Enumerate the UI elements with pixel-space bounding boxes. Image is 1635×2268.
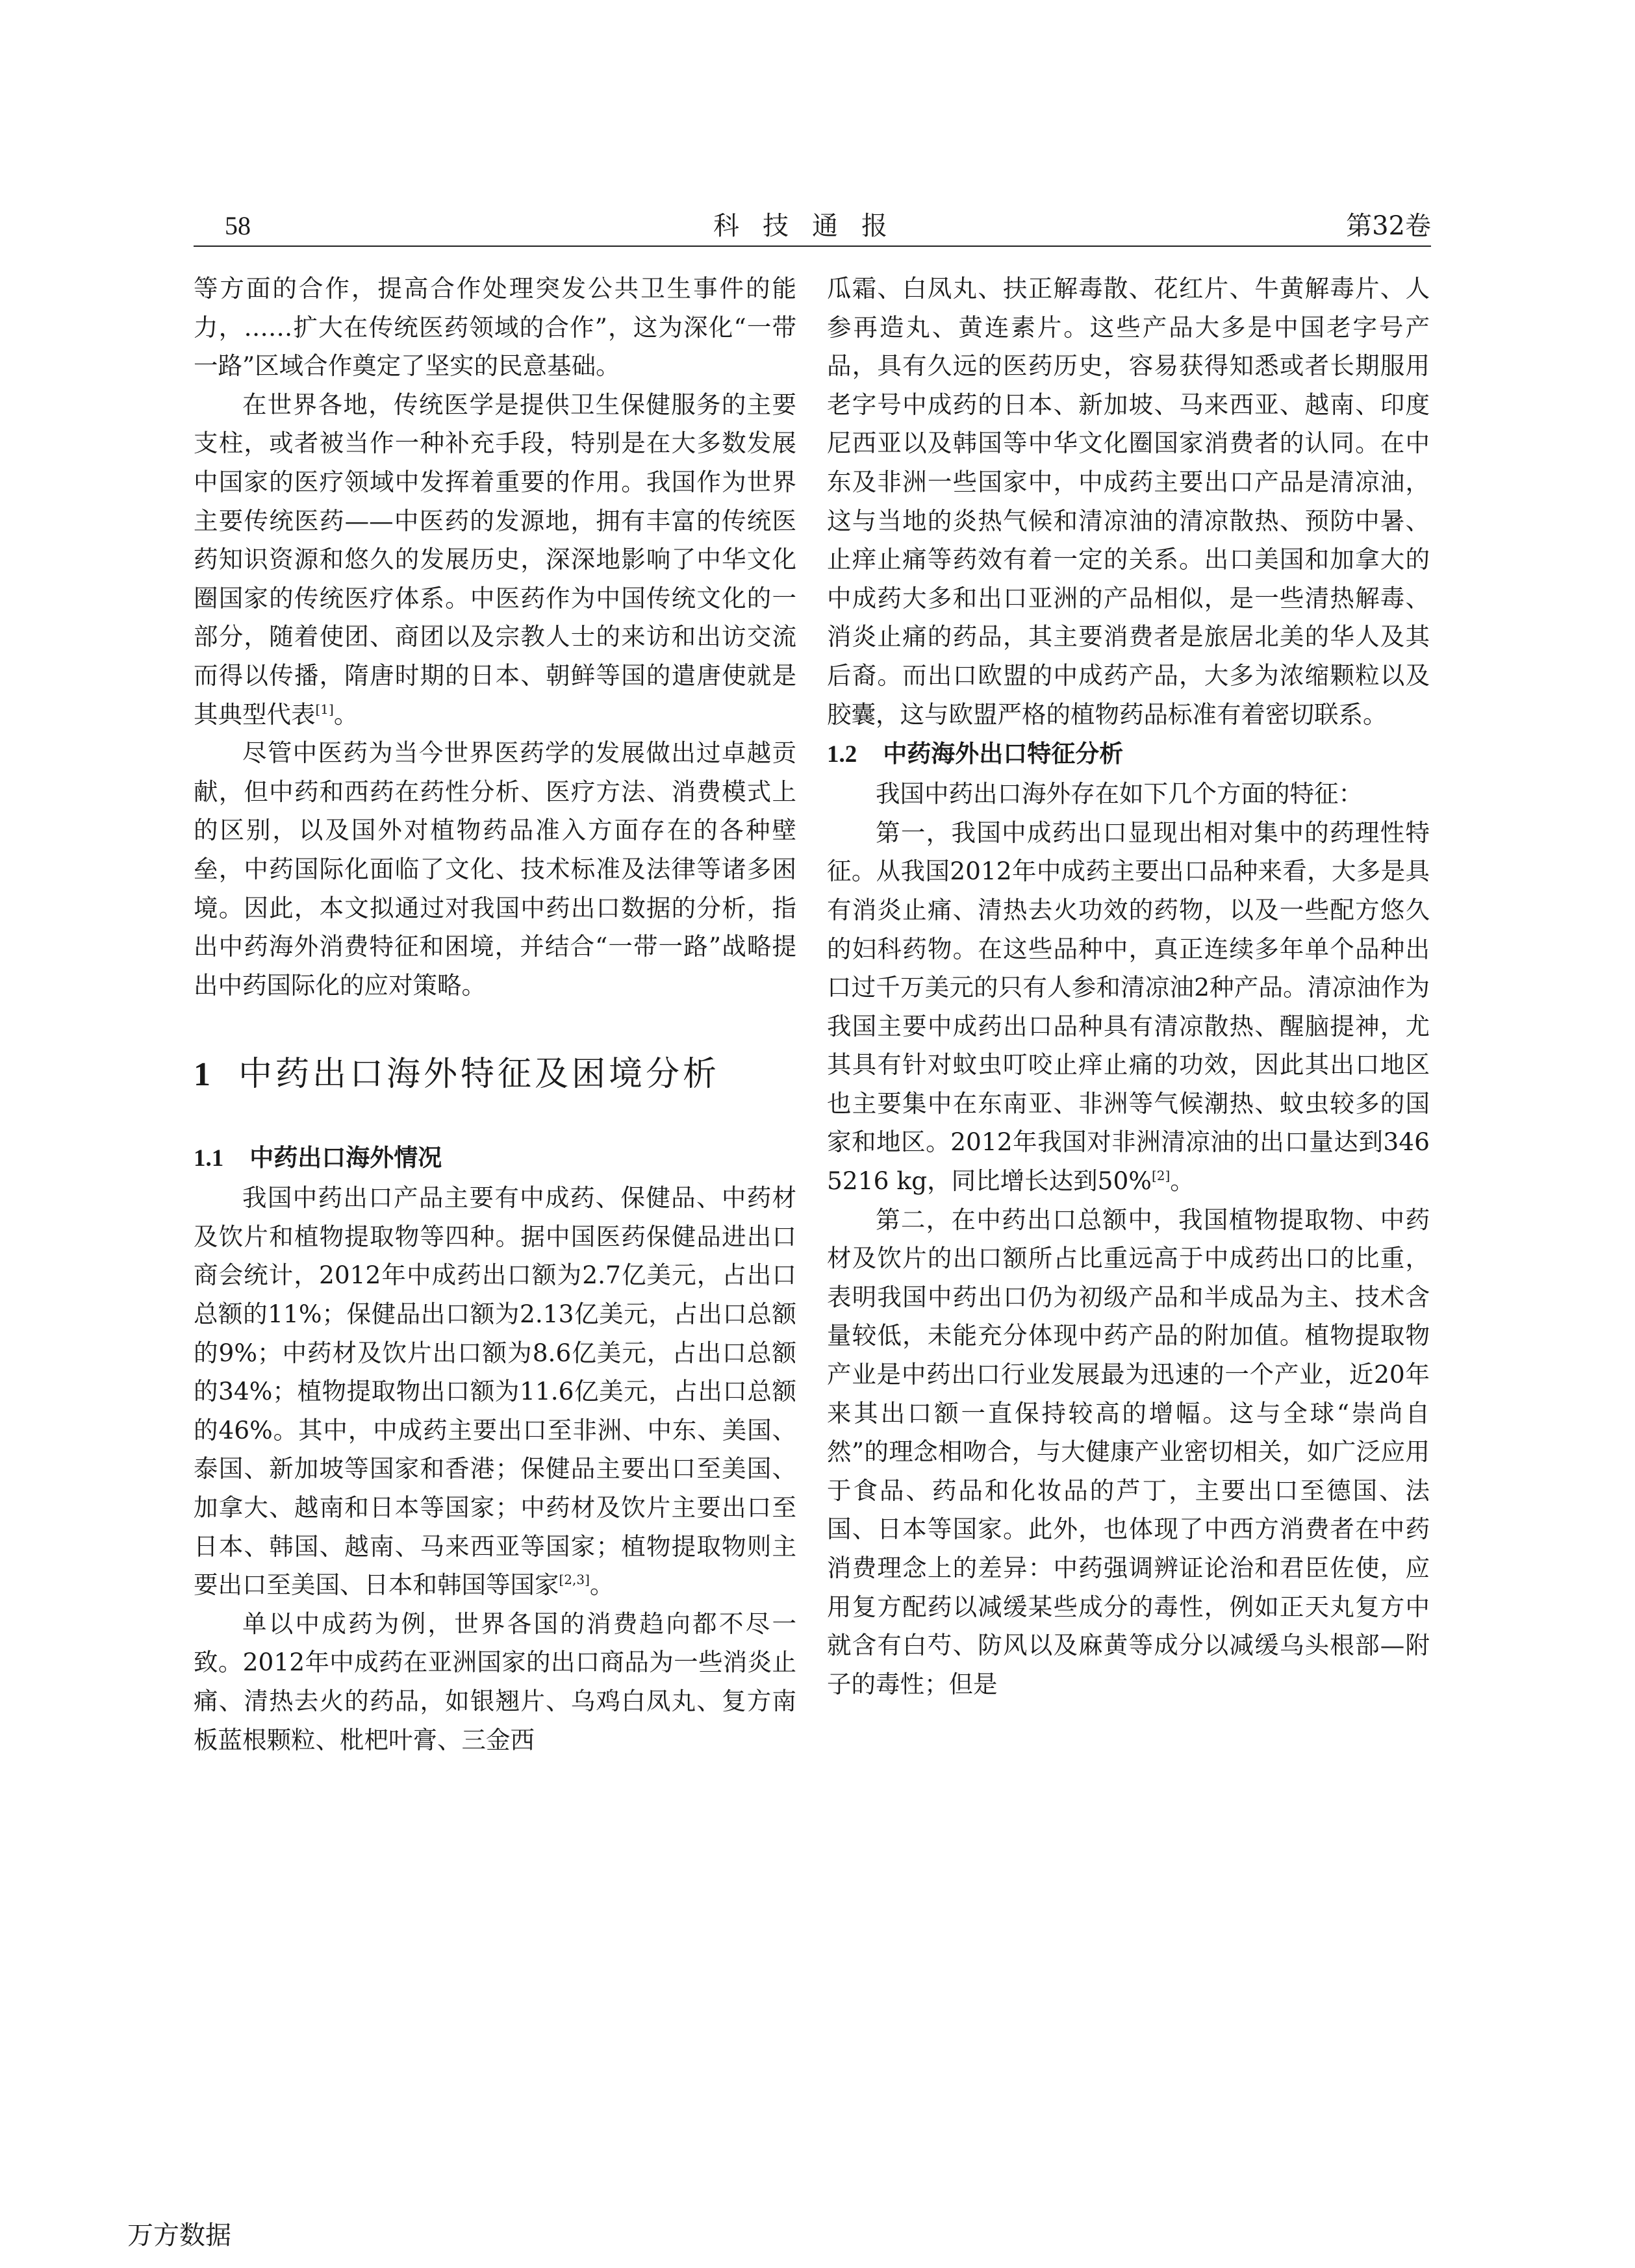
page-number: 58 (225, 211, 251, 240)
citation-ref[interactable]: [2] (1151, 1168, 1171, 1184)
subsection-title: 中药出口海外情况 (249, 1144, 442, 1172)
paragraph: 等方面的合作，提高合作处理突发公共卫生事件的能力，……扩大在传统医药领域的合作”，这为深化“一带一路”区域合作奠定了坚实的民意基础。 (194, 274, 796, 381)
subsection-title: 中药海外出口特征分析 (883, 740, 1124, 768)
paragraph-text: 我国中药出口产品主要有中成药、保健品、中药材及饮片和植物提取物等四种。据中国医药保健品进出口商会统计，2012年中成药出口额为2.7亿美元，占出口总额的11%；保健品出口额为2.13亿美元，占出口总额的9%；中药材及饮片出口额为8.6亿美元，占出口总额的34%；植物提取物出口额为11.6亿美元，占出口总额的46%。其中，中成药主要出口至非洲、中东、美国、泰国、新加坡等国家和香港；保健品主要出口至美国、加拿大、越南和日本等国家；中药材及饮片主要出口至日本、韩国、越南、马来西亚等国家；植物提取物则主要出口至美国、日本和韩国等国家 (194, 1183, 796, 1600)
section-number: 1 (194, 1056, 214, 1094)
section-heading (194, 1052, 796, 1098)
paragraph-text: 第一，我国中成药出口显现出相对集中的药理性特征。从我国2012年中成药主要出口品种来看，大多是具有消炎止痛、清热去火功效的药物，以及一些配方悠久的妇科药物。在这些品种中，真正连续多年单个品种出口过千万美元的只有人参和清凉油2种产品。清凉油作为我国主要中成药出口品种具有清凉散热、醒脑提神，尤其具有针对蚊虫叮咬止痒止痛的功效，因此其出口地区也主要集中在东南亚、非洲等气候潮热、蚊虫较多的国家和地区。2012年我国对非洲清凉油的出口量达到3465216 kg，同比增长达到50% (827, 818, 1430, 1196)
right-column (827, 270, 1430, 1704)
paragraph: 瓜霜、白凤丸、扶正解毒散、花红片、牛黄解毒片、人参再造丸、黄连素片。这些产品大多是中国老字号产品，具有久远的医药历史，容易获得知悉或者长期服用老字号中成药的日本、新加坡、马来西亚、越南、印度尼西亚以及韩国等中华文化圈国家消费者的认同。在中东及非洲一些国家中，中成药主要出口产品是清凉油，这与当地的炎热气候和清凉油的清凉散热、预防中暑、止痒止痛等药效有着一定的关系。出口美国和加拿大的中成药大多和出口亚洲的产品相似，是一些清热解毒、消炎止痛的药品，其主要消费者是旅居北美的华人及其后裔。而出口欧盟的中成药产品，大多为浓缩颗粒以及胶囊，这与欧盟严格的植物药品标准有着密切联系。 (827, 274, 1430, 729)
paragraph: 第一，我国中成药出口显现出相对集中的药理性特征。从我国2012年中成药主要出口品种来看，大多是具有消炎止痛、清热去火功效的药物，以及一些配方悠久的妇科药物。在这些品种中，真正连续多年单个品种出口过千万美元的只有人参和清凉油2种产品。清凉油作为我国主要中成药出口品种具有清凉散热、醒脑提神，尤其具有针对蚊虫叮咬止痒止痛的功效，因此其出口地区也主要集中在东南亚、非洲等气候潮热、蚊虫较多的国家和地区。2012年我国对非洲清凉油的出口量达到3465216 kg，同比增长达到50%[2]。 (827, 818, 1430, 1196)
journal-title: 科技通报 (713, 211, 911, 241)
citation-ref[interactable]: [1] (315, 701, 334, 717)
running-header (194, 207, 1431, 247)
paragraph: 我国中药出口海外存在如下几个方面的特征： (876, 779, 1363, 809)
left-column (194, 270, 796, 1759)
paragraph: 第二，在中药出口总额中，我国植物提取物、中药材及饮片的出口额所占比重远高于中成药出口的比重，表明我国中药出口仍为初级产品和半成品为主、技术含量较低，未能充分体现中药产品的附加值。植物提取物产业是中药出口行业发展最为迅速的一个产业，近20年来其出口额一直保持较高的增幅。这与全球“崇尚自然”的理念相吻合，与大健康产业密切相关，如广泛应用于食品、药品和化妆品的芦丁，主要出口至德国、法国、日本等国家。此外，也体现了中西方消费者在中药消费理念上的差异：中药强调辨证论治和君臣佐使，应用复方配药以减缓某些成分的毒性，例如正天丸复方中就含有白芍、防风以及麻黄等成分以减缓乌头根部—附子的毒性；但是 (827, 1205, 1430, 1698)
paragraph-text: 在世界各地，传统医学是提供卫生保健服务的主要支柱，或者被当作一种补充手段，特别是在大多数发展中国家的医疗领域中发挥着重要的作用。我国作为世界主要传统医药——中医药的发源地，拥有丰富的传统医药知识资源和悠久的发展历史，深深地影响了中华文化圈国家的传统医疗体系。中医药作为中国传统文化的一部分，随着使团、商团以及宗教人士的来访和出访交流而得以传播，隋唐时期的日本、朝鲜等国的遣唐使就是其典型代表 (194, 390, 796, 729)
subsection-heading (827, 734, 1430, 775)
citation-ref[interactable]: [2,3] (559, 1572, 590, 1588)
footer-watermark: 万方数据 (127, 2221, 231, 2250)
paragraph: 尽管中医药为当今世界医药学的发展做出过卓越贡献，但中药和西药在药性分析、医疗方法、消费模式上的区别，以及国外对植物药品准入方面存在的各种壁垒，中药国际化面临了文化、技术标准及法律等诸多困境。因此，本文拟通过对我国中药出口数据的分析，指出中药海外消费特征和困境，并结合“一带一路”战略提出中药国际化的应对策略。 (194, 738, 796, 1000)
paragraph: 我国中药出口产品主要有中成药、保健品、中药材及饮片和植物提取物等四种。据中国医药保健品进出口商会统计，2012年中成药出口额为2.7亿美元，占出口总额的11%；保健品出口额为2.13亿美元，占出口总额的9%；中药材及饮片出口额为8.6亿美元，占出口总额的34%；植物提取物出口额为11.6亿美元，占出口总额的46%。其中，中成药主要出口至非洲、中东、美国、泰国、新加坡等国家和香港；保健品主要出口至美国、加拿大、越南和日本等国家；中药材及饮片主要出口至日本、韩国、越南、马来西亚等国家；植物提取物则主要出口至美国、日本和韩国等国家[2,3]。 (194, 1183, 796, 1600)
section-title: 中药出口海外特征及困境分析 (238, 1055, 720, 1094)
paragraph: 在世界各地，传统医学是提供卫生保健服务的主要支柱，或者被当作一种补充手段，特别是在大多数发展中国家的医疗领域中发挥着重要的作用。我国作为世界主要传统医药——中医药的发源地，拥有丰富的传统医药知识资源和悠久的发展历史，深深地影响了中华文化圈国家的传统医疗体系。中医药作为中国传统文化的一部分，随着使团、商团以及宗教人士的来访和出访交流而得以传播，隋唐时期的日本、朝鲜等国的遣唐使就是其典型代表[1]。 (194, 390, 796, 729)
subsection-heading (194, 1138, 796, 1179)
volume-label: 第32卷 (1346, 211, 1431, 241)
subsection-number: 1.1 (194, 1145, 224, 1172)
paragraph: 单以中成药为例，世界各国的消费趋向都不尽一致。2012年中成药在亚洲国家的出口商品为一些消炎止痛、清热去火的药品，如银翘片、乌鸡白凤丸、复方南板蓝根颗粒、枇杷叶膏、三金西 (194, 1609, 796, 1754)
subsection-number: 1.2 (827, 741, 857, 768)
